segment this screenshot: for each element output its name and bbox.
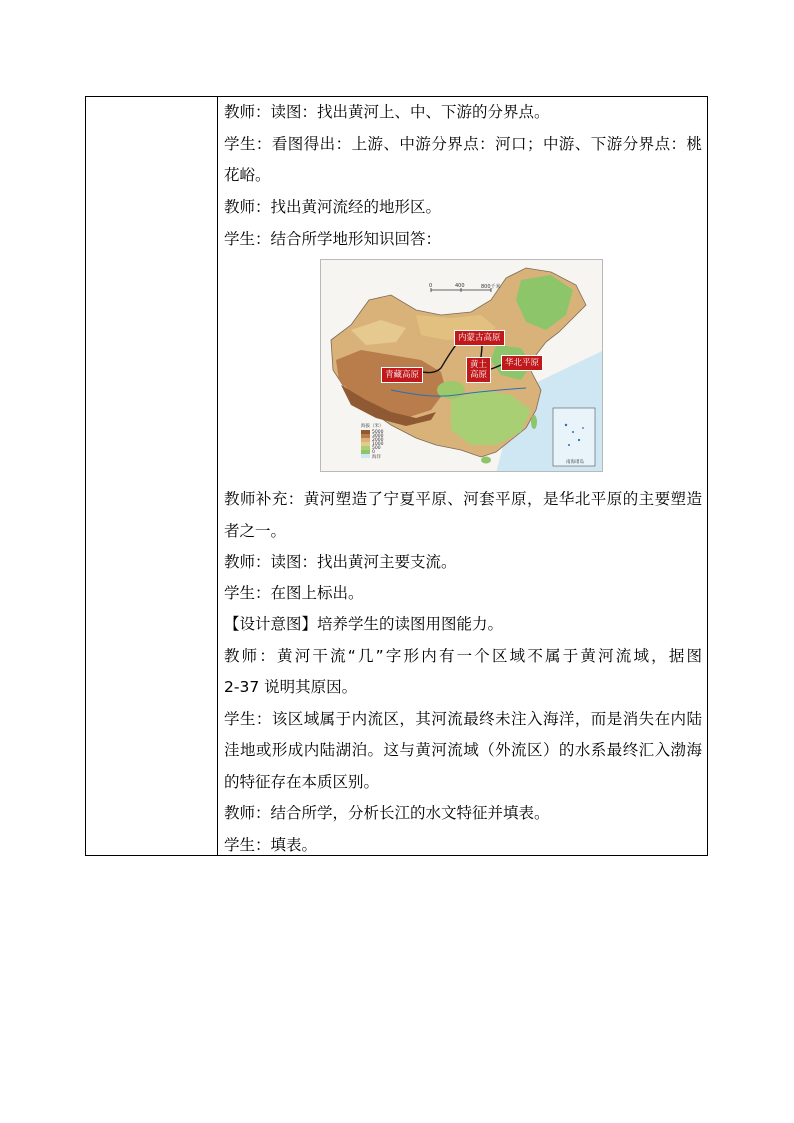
text-line-15: 的特征存在本质区别。: [224, 773, 380, 791]
legend-item: 3000: [372, 434, 384, 439]
text-line-1: 教师：读图：找出黄河上、中、下游的分界点。: [224, 103, 550, 121]
legend-title: 海拔（米）: [361, 424, 384, 429]
text-line-3: 花峪。: [224, 166, 271, 184]
text-line-7: 者之一。: [224, 522, 287, 540]
legend-item: 5000: [372, 430, 384, 435]
text-line-11: 教师：黄河干流“几”字形内有一个区域不属于黄河流域，据图: [224, 647, 702, 665]
text-line-9: 学生：在图上标出。: [224, 584, 364, 602]
legend-item: 0: [372, 450, 375, 455]
text-line-2: 学生：看图得出：上游、中游分界点：河口；中游、下游分界点：桃: [224, 135, 702, 153]
text-line-10: 【设计意图】培养学生的读图用图能力。: [224, 615, 504, 633]
label-north-china-plain: 华北平原: [501, 355, 543, 371]
legend-item: 海洋: [372, 455, 381, 460]
text-line-17: 学生：填表。: [224, 836, 318, 854]
china-terrain-map: [320, 259, 603, 472]
legend-item: 1000: [372, 442, 384, 447]
map-graphic: [321, 260, 603, 472]
label-inner-mongolia-plateau: 内蒙古高原: [454, 330, 505, 346]
text-line-13: 学生：该区域属于内流区，其河流最终未注入海洋，而是消失在内陆: [224, 710, 702, 728]
text-line-12: 2-37 说明其原因。: [224, 678, 358, 696]
lesson-table: [85, 96, 708, 856]
text-line-14: 洼地或形成内陆湖泊。这与黄河流域（外流区）的水系最终汇入渤海: [224, 741, 702, 759]
label-qinghai-tibet-plateau: 青藏高原: [381, 367, 423, 383]
text-line-8: 教师：读图：找出黄河主要支流。: [224, 553, 457, 571]
text-line-4: 教师：找出黄河流经的地形区。: [224, 198, 442, 216]
text-line-16: 教师：结合所学，分析长江的水文特征并填表。: [224, 804, 550, 822]
inset-caption: 南海诸岛: [566, 460, 584, 465]
legend-item: 2000: [372, 438, 384, 443]
scale-mid: 400: [455, 283, 465, 289]
text-line-5: 学生：结合所学地形知识回答：: [224, 230, 442, 248]
text-line-6: 教师补充：黄河塑造了宁夏平原、河套平原，是华北平原的主要塑造: [224, 490, 702, 508]
scale-end: 800千米: [481, 284, 501, 290]
label-loess-plateau: 黄土 高原: [466, 357, 491, 383]
legend-item: 500: [372, 446, 381, 451]
table-column-divider: [217, 97, 218, 855]
scale-zero: 0: [429, 283, 433, 289]
